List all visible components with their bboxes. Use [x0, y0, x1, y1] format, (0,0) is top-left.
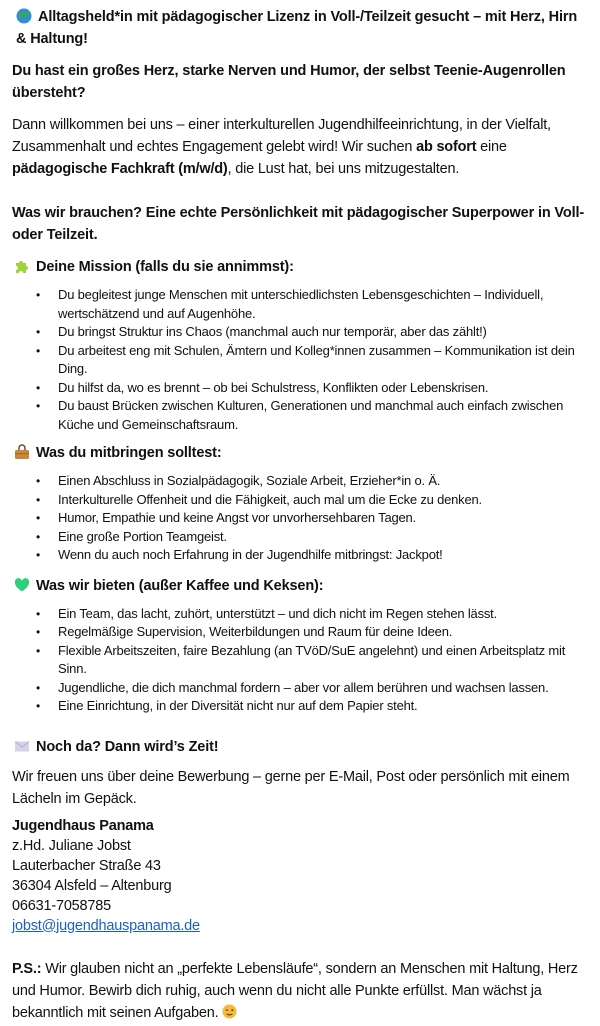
list-item-text: Regelmäßige Supervision, Weiterbildungen und Raum für deine Ideen. [58, 624, 453, 639]
contact-block [12, 816, 588, 936]
requirements-list [12, 472, 588, 565]
list-item [12, 472, 588, 491]
intro-bold-role: pädagogische Fachkraft (m/w/d) [12, 161, 228, 177]
cta-heading [12, 736, 588, 758]
briefcase-icon [14, 444, 30, 460]
list-item [12, 323, 588, 342]
bullet-icon: • [36, 492, 41, 507]
section-heading-mission [12, 256, 588, 278]
list-item [12, 528, 588, 547]
bullet-icon: • [36, 643, 41, 658]
list-item [12, 642, 588, 679]
list-item-text: Flexible Arbeitszeiten, faire Bezahlung (an TVöD/SuE angelehnt) und einen Arbeitsplatz mit Sinn. [58, 642, 566, 676]
list-item-text: Du baust Brücken zwischen Kulturen, Generationen und manchmal auch einfach zwischen Küche und Gemeinschaftsraum. [58, 398, 564, 432]
list-item-text: Eine große Portion Teamgeist. [58, 528, 227, 544]
contact-org: Jugendhaus Panama [12, 817, 154, 834]
posting-title [12, 6, 588, 50]
list-item [12, 623, 588, 642]
list-item [12, 342, 588, 379]
bullet-icon: • [36, 606, 41, 621]
bullet-icon: • [36, 511, 41, 525]
mission-list [12, 286, 588, 434]
section-heading-text: Was wir bieten (außer Kaffee und Keksen): [36, 577, 324, 594]
bullet-icon: • [36, 474, 41, 488]
intro-paragraph [12, 114, 588, 180]
globe-icon [16, 8, 32, 24]
list-item [12, 697, 588, 716]
bullet-icon: • [36, 548, 41, 562]
list-item-text: Einen Abschluss in Sozialpädagogik, Soziale Arbeit, Erzieher*in o. Ä. [58, 473, 441, 488]
bullet-icon: • [36, 380, 41, 395]
bullet-icon: • [36, 680, 41, 695]
intro-text: eine [476, 139, 507, 155]
list-item-text: Du bringst Struktur ins Chaos (manchmal auch nur temporär, aber das zählt!) [58, 324, 487, 339]
bullet-icon: • [36, 325, 41, 339]
list-item [12, 379, 588, 398]
contact-phone: 06631-7058785 [12, 897, 111, 914]
list-item-text: Du hilfst da, wo es brennt – ob bei Schulstress, Konflikten oder Lebenskrisen. [58, 379, 489, 395]
posting-title-text: Alltagsheld*in mit pädagogischer Lizenz in Voll-/Teilzeit gesucht – mit Herz, Hirn & Haltung! [16, 9, 578, 47]
bullet-icon: • [36, 625, 41, 639]
cta-text: Wir freuen uns über deine Bewerbung – gerne per E-Mail, Post oder persönlich mit einem Lächeln im Gepäck. [12, 768, 570, 807]
puzzle-icon [14, 258, 30, 274]
bullet-icon: • [36, 399, 41, 413]
list-item-text: Du arbeitest eng mit Schulen, Ämtern und Kolleg*innen zusammen – Kommunikation ist dein Ding. [58, 342, 575, 376]
list-item-text: Du begleitest junge Menschen mit unterschiedlichsten Lebensgeschichten – Individuell, wertschätzend und auf Augenhöhe. [58, 287, 544, 321]
bullet-icon: • [36, 699, 41, 713]
list-item-text: Ein Team, das lacht, zuhört, unterstützt – und dich nicht im Regen stehen lässt. [58, 605, 498, 621]
section-heading-text: Was du mitbringen solltest: [36, 445, 222, 461]
section-heading-requirements [12, 442, 588, 464]
offer-list [12, 605, 588, 716]
list-item [12, 509, 588, 528]
envelope-icon [14, 738, 30, 754]
intro-bold-start: ab sofort [416, 139, 477, 155]
cta-heading-text: Noch da? Dann wird’s Zeit! [36, 738, 219, 755]
list-item-text: Jugendliche, die dich manchmal fordern – aber vor allem berühren und wachsen lassen. [58, 679, 549, 695]
contact-city: 36304 Alsfeld – Altenburg [12, 877, 172, 894]
contact-attn: z.Hd. Juliane Jobst [12, 837, 131, 854]
bullet-icon: • [36, 529, 41, 544]
needs-heading: Was wir brauchen? Eine echte Persönlichkeit mit pädagogischer Superpower in Voll- oder Teilzeit. [12, 205, 585, 243]
list-item-text: Humor, Empathie und keine Angst vor unvorhersehbaren Tagen. [58, 510, 416, 525]
list-item-text: Interkulturelle Offenheit und die Fähigkeit, auch mal um die Ecke zu denken. [58, 491, 482, 507]
green-heart-icon [14, 577, 30, 593]
list-item [12, 679, 588, 698]
winking-face-icon [222, 1004, 237, 1019]
list-item [12, 286, 588, 323]
section-heading-text: Deine Mission (falls du sie annimmst): [36, 259, 294, 275]
list-item-text: Eine Einrichtung, in der Diversität nicht nur auf dem Papier steht. [58, 698, 418, 713]
contact-email-link[interactable]: jobst@jugendhauspanama.de [12, 917, 200, 934]
bullet-icon: • [36, 288, 41, 302]
contact-email-line [12, 916, 588, 936]
list-item [12, 546, 588, 565]
list-item [12, 605, 588, 624]
ps-text: Wir glauben nicht an „perfekte Lebensläufe“, sondern an Menschen mit Haltung, Herz und Humor. Bewirb dich ruhig, auch wenn du nicht alle Punkte erfüllst. Man wächst ja bekanntlich mit seinen Aufgaben. [12, 960, 578, 1021]
list-item-text: Wenn du auch noch Erfahrung in der Jugendhilfe mitbringst: Jackpot! [58, 547, 443, 562]
intro-text: , die Lust hat, bei uns mitzugestalten. [227, 161, 460, 177]
intro-text: Dann willkommen bei uns – einer interkulturellen Jugendhilfeeinrichtung, in der Vielfalt, Zusammenhalt und echtes Engagement gelebt wird! Wir suchen [12, 117, 551, 155]
bullet-icon: • [36, 343, 41, 358]
ps-paragraph [12, 958, 588, 1024]
ps-label: P.S.: [12, 960, 42, 977]
section-heading-offer [12, 575, 588, 597]
list-item [12, 397, 588, 434]
contact-street: Lauterbacher Straße 43 [12, 857, 161, 874]
list-item [12, 491, 588, 510]
subtitle: Du hast ein großes Herz, starke Nerven und Humor, der selbst Teenie-Augenrollen übersteht? [12, 63, 566, 101]
